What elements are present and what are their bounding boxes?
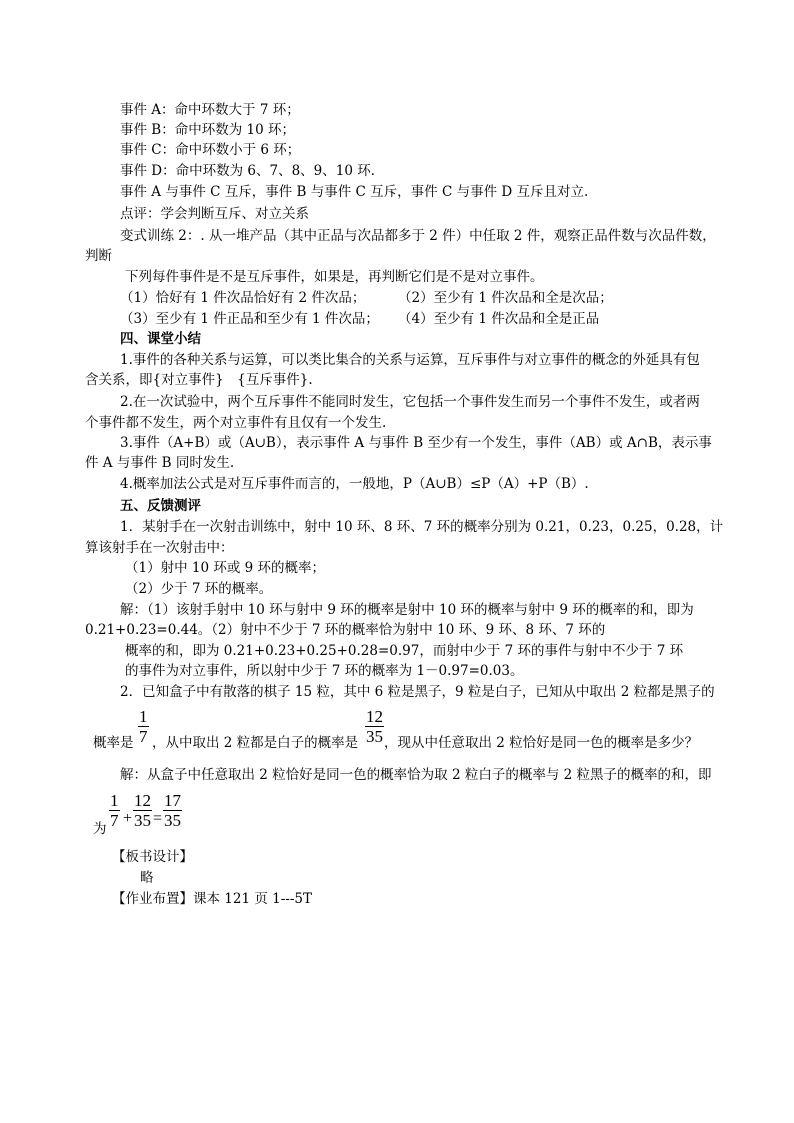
fraction-numerator: 1	[139, 707, 148, 726]
fraction-white	[365, 707, 384, 746]
fraction-numerator: 12	[366, 707, 383, 726]
text-line: 点评：学会判断互斥、对立关系	[120, 206, 309, 222]
sum-fraction-2	[133, 791, 152, 830]
text-line: 3.事件（A+B）或（A∪B），表示事件 A 与事件 B 至少有一个发生，事件（AB）或 A∩B，表示事	[120, 435, 712, 451]
text-line: ，从中取出 2 粒都是白子的概率是	[152, 735, 359, 751]
text-line: 含关系，即{对立事件} {互斥事件}.	[85, 372, 313, 388]
text-line: （3）至少有 1 件正品和至少有 1 件次品；	[120, 311, 379, 327]
text-line: 略	[140, 870, 154, 886]
section-heading: 四、课堂小结	[120, 331, 201, 347]
text-line: 个事件都不发生，两个对立事件有且仅有一个发生.	[85, 415, 387, 431]
text-line: ，现从中任意取出 2 粒恰好是同一色的概率是多少？	[384, 735, 699, 751]
text-line: 下列每件事件是不是互斥事件，如果是，再判断它们是不是对立事件。	[125, 269, 544, 285]
equals-sign: =	[153, 810, 163, 827]
text-line: 2.在一次试验中，两个互斥事件不能同时发生，它包括一个事件发生而另一个事件不发生，或者两	[120, 394, 700, 410]
fraction-denominator: 35	[134, 811, 151, 830]
text-line: 1．某射手在一次射击训练中，射中 10 环、8 环、7 环的概率分别为 0.21，0.23，0.25，0.28，计	[120, 519, 724, 535]
sum-fraction-3	[163, 791, 182, 830]
text-line: 件 A 与事件 B 同时发生.	[85, 455, 235, 471]
text-line: （2）至少有 1 件次品和全是次品；	[398, 290, 613, 306]
text-line: 概率是	[93, 735, 134, 751]
fraction-numerator: 12	[134, 791, 151, 810]
text-line: （2）少于 7 环的概率。	[125, 581, 273, 597]
fraction-numerator: 17	[164, 791, 181, 810]
fraction-black	[138, 707, 149, 746]
text-line: （4）至少有 1 件次品和全是正品	[398, 311, 600, 327]
fraction-denominator: 7	[139, 727, 148, 746]
text-line: 事件 D：命中环数为 6、7、8、9、10 环．	[120, 163, 385, 179]
text-line: 事件 A：命中环数大于 7 环；	[120, 102, 300, 118]
text-line: 解：（1）该射手射中 10 环与射中 9 环的概率是射中 10 环的概率与射中 9 环的概率的和，即为	[120, 602, 694, 618]
text-line: 算该射手在一次射击中：	[85, 540, 234, 556]
text-line: 判断	[85, 248, 112, 264]
text-line: 为	[93, 821, 107, 837]
text-line: 事件 C：命中环数小于 6 环；	[120, 142, 301, 158]
text-line: （1）恰好有 1 件次品恰好有 2 件次品；	[120, 290, 366, 306]
text-line: 1.事件的各种关系与运算，可以类比集合的关系与运算，互斥事件与对立事件的概念的外延具有包	[120, 352, 700, 368]
fraction-denominator: 35	[366, 727, 383, 746]
text-line: 事件 B：命中环数为 10 环；	[120, 122, 295, 138]
text-line: 0.21+0.23=0.44。（2）射中不少于 7 环的概率恰为射中 10 环、9 环、8 环、7 环的	[85, 622, 606, 638]
section-heading: 【板书设计】	[112, 849, 193, 865]
fraction-denominator: 35	[164, 811, 181, 830]
text-line: 解：从盒子中任意取出 2 粒恰好是同一色的概率恰为取 2 粒白子的概率与 2 粒黑子的概率的和，即	[120, 767, 712, 783]
plus-sign: +	[123, 810, 133, 827]
text-line: （1）射中 10 环或 9 环的概率；	[125, 560, 326, 576]
fraction-denominator: 7	[110, 811, 119, 830]
text-line: 变式训练 2：. 从一堆产品（其中正品与次品都多于 2 件）中任取 2 件，观察正品件数与次品件数，	[120, 228, 716, 244]
section-heading: 五、反馈测评	[120, 498, 201, 514]
text-line: 事件 A 与事件 C 互斥，事件 B 与事件 C 互斥，事件 C 与事件 D 互斥且对立.	[120, 184, 589, 200]
text-line: 2．已知盒子中有散落的棋子 15 粒，其中 6 粒是黑子，9 粒是白子，已知从中取出 2 粒都是黑子的	[120, 684, 715, 700]
text-line: 的事件为对立事件，所以射中少于 7 环的概率为 1－0.97=0.03。	[125, 663, 524, 679]
fraction-numerator: 1	[110, 791, 119, 810]
sum-fraction-1	[109, 791, 120, 830]
text-line: 概率的和，即为 0.21+0.23+0.25+0.28=0.97，而射中少于 7 环的事件与射中不少于 7 环	[125, 643, 684, 659]
text-line: 4.概率加法公式是对互斥事件而言的，一般地，P（A∪B）≤P（A）+P（B）.	[120, 476, 589, 492]
text-line: 【作业布置】课本 121 页 1---5T	[112, 891, 313, 907]
